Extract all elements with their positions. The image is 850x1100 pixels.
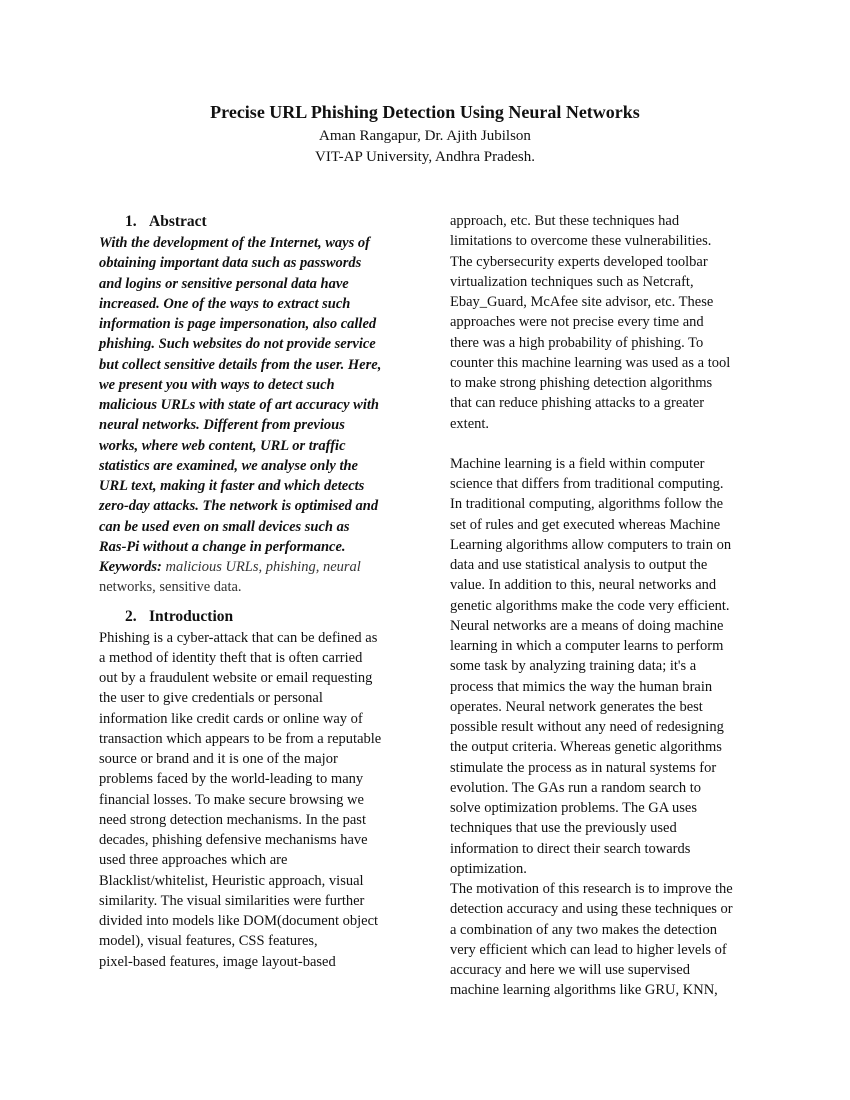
text-line: malicious URLs with state of art accuracy with [99, 397, 379, 413]
section-title: Abstract [149, 213, 207, 230]
text-line: Neural networks are a means of doing machine [450, 617, 724, 634]
text-line: solve optimization problems. The GA uses [450, 800, 698, 816]
section-number: 2. [125, 607, 137, 625]
text-line: pixel-based features, image layout-based [99, 953, 336, 970]
text-line: Machine learning is a field within computer [450, 455, 705, 472]
text-line: to make strong phishing detection algorithms [450, 375, 713, 391]
text-line: similarity. The visual similarities were further [99, 892, 365, 909]
text-line: used three approaches which are [99, 852, 288, 869]
keywords-text: malicious URLs, phishing, neural [161, 559, 361, 575]
paragraph [450, 211, 760, 434]
text-line: accuracy and here we will use supervised [450, 962, 690, 978]
left-column [99, 211, 409, 972]
author-list: Aman Rangapur, Dr. Ajith Jubilson [319, 128, 531, 144]
section-title: Introduction [149, 607, 234, 625]
text-line: transaction which appears to be from a reputable [99, 730, 382, 747]
text-line: increased. One of the ways to extract such [99, 295, 351, 312]
text-line: URL text, making it faster and which detects [99, 478, 365, 494]
text-line: Phishing is a cyber-attack that can be defined as [99, 629, 378, 646]
text-line: stimulate the process as in natural systems for [450, 759, 717, 776]
text-line: operates. Neural network generates the best [450, 698, 703, 715]
text-line: machine learning algorithms like GRU, KNN, [450, 982, 718, 999]
text-line: Ras-Pi without a change in performance. [99, 538, 346, 555]
paper-title: Precise URL Phishing Detection Using Neural Networks [210, 102, 640, 122]
text-line: virtualization techniques such as Netcraft, [450, 273, 694, 290]
spacer [99, 598, 409, 606]
keywords [99, 557, 409, 598]
text-line: information is page impersonation, also called [99, 316, 377, 332]
text-line: works, where web content, URL or traffic [99, 437, 346, 454]
text-line: counter this machine learning was used as a tool [450, 354, 731, 371]
spacer [450, 434, 760, 454]
text-line: the user to give credentials or personal [99, 690, 323, 707]
text-line: detection accuracy and using these techniques or [450, 901, 733, 918]
text-line: model), visual features, CSS features, [99, 933, 318, 950]
text-line: some task by analyzing training data; it's a [450, 658, 697, 675]
introduction-body [99, 628, 409, 972]
text-line: very efficient which can lead to higher levels of [450, 941, 727, 958]
text-line: a combination of any two makes the detection [450, 921, 717, 938]
text-line: Ebay_Guard, McAfee site advisor, etc. These [450, 294, 714, 310]
abstract-body [99, 233, 409, 557]
text-line: zero-day attacks. The network is optimised and [99, 498, 379, 515]
text-line: there was a high probability of phishing. To [450, 334, 704, 351]
text-line: but collect sensitive details from the user. Here, [99, 356, 382, 373]
text-line: With the development of the Internet, ways of [99, 235, 370, 251]
text-line: statistics are examined, we analyse only the [99, 457, 358, 474]
text-line: decades, phishing defensive mechanisms have [99, 832, 368, 848]
text-line: data and use statistical analysis to output the [450, 557, 708, 573]
text-line: limitations to overcome these vulnerabilities. [450, 233, 712, 250]
text-line: science that differs from traditional computing. [450, 476, 724, 492]
text-line: approach, etc. But these techniques had [450, 213, 680, 229]
text-line: evolution. The GAs run a random search to [450, 779, 702, 796]
keywords-label: Keywords: [99, 559, 162, 575]
text-line: that can reduce phishing attacks to a greater [450, 395, 705, 412]
text-line: set of rules and get executed whereas Machine [450, 516, 721, 533]
text-line: techniques that use the previously used [450, 820, 677, 837]
paragraph [450, 454, 760, 1001]
text-line: need strong detection mechanisms. In the past [99, 811, 366, 828]
text-line: phishing. Such websites do not provide service [99, 336, 376, 353]
keywords-text: networks, sensitive data. [99, 579, 242, 596]
text-line: source or brand and it is one of the major [99, 751, 338, 767]
text-line: obtaining important data such as passwords [99, 255, 362, 272]
text-line: approaches were not precise every time and [450, 314, 704, 331]
text-line: optimization. [450, 860, 527, 877]
text-line: The cybersecurity experts developed toolbar [450, 253, 708, 270]
text-line: possible result without any need of redesigning [450, 719, 724, 735]
text-line: information to direct their search towards [450, 840, 691, 857]
text-line: out by a fraudulent website or email requesting [99, 670, 373, 686]
text-line: divided into models like DOM(document object [99, 913, 379, 929]
right-column [450, 211, 760, 1001]
text-line: learning in which a computer learns to perform [450, 638, 724, 654]
text-line: the output criteria. Whereas genetic algorithms [450, 739, 722, 756]
text-line: we present you with ways to detect such [99, 376, 335, 393]
section-number: 1. [125, 213, 137, 230]
introduction-heading [99, 606, 409, 628]
abstract-heading [99, 211, 409, 233]
text-line: value. In addition to this, neural networks and [450, 577, 717, 594]
text-line: In traditional computing, algorithms follow the [450, 496, 724, 513]
text-line: process that mimics the way the human brain [450, 678, 713, 695]
text-line: and logins or sensitive personal data have [99, 275, 349, 292]
affiliation: VIT-AP University, Andhra Pradesh. [315, 149, 535, 165]
text-line: can be used even on small devices such as [99, 518, 350, 535]
text-line: a method of identity theft that is often carried [99, 649, 363, 666]
text-line: neural networks. Different from previous [99, 417, 345, 434]
text-line: Learning algorithms allow computers to train on [450, 536, 732, 553]
text-line: The motivation of this research is to improve the [450, 881, 733, 897]
text-line: financial losses. To make secure browsing we [99, 791, 364, 808]
text-line: genetic algorithms make the code very efficient. [450, 597, 730, 614]
text-line: information like credit cards or online way of [99, 710, 363, 727]
text-line: extent. [450, 415, 490, 432]
text-line: problems faced by the world-leading to many [99, 771, 364, 788]
text-line: Blacklist/whitelist, Heuristic approach, visual [99, 872, 364, 889]
